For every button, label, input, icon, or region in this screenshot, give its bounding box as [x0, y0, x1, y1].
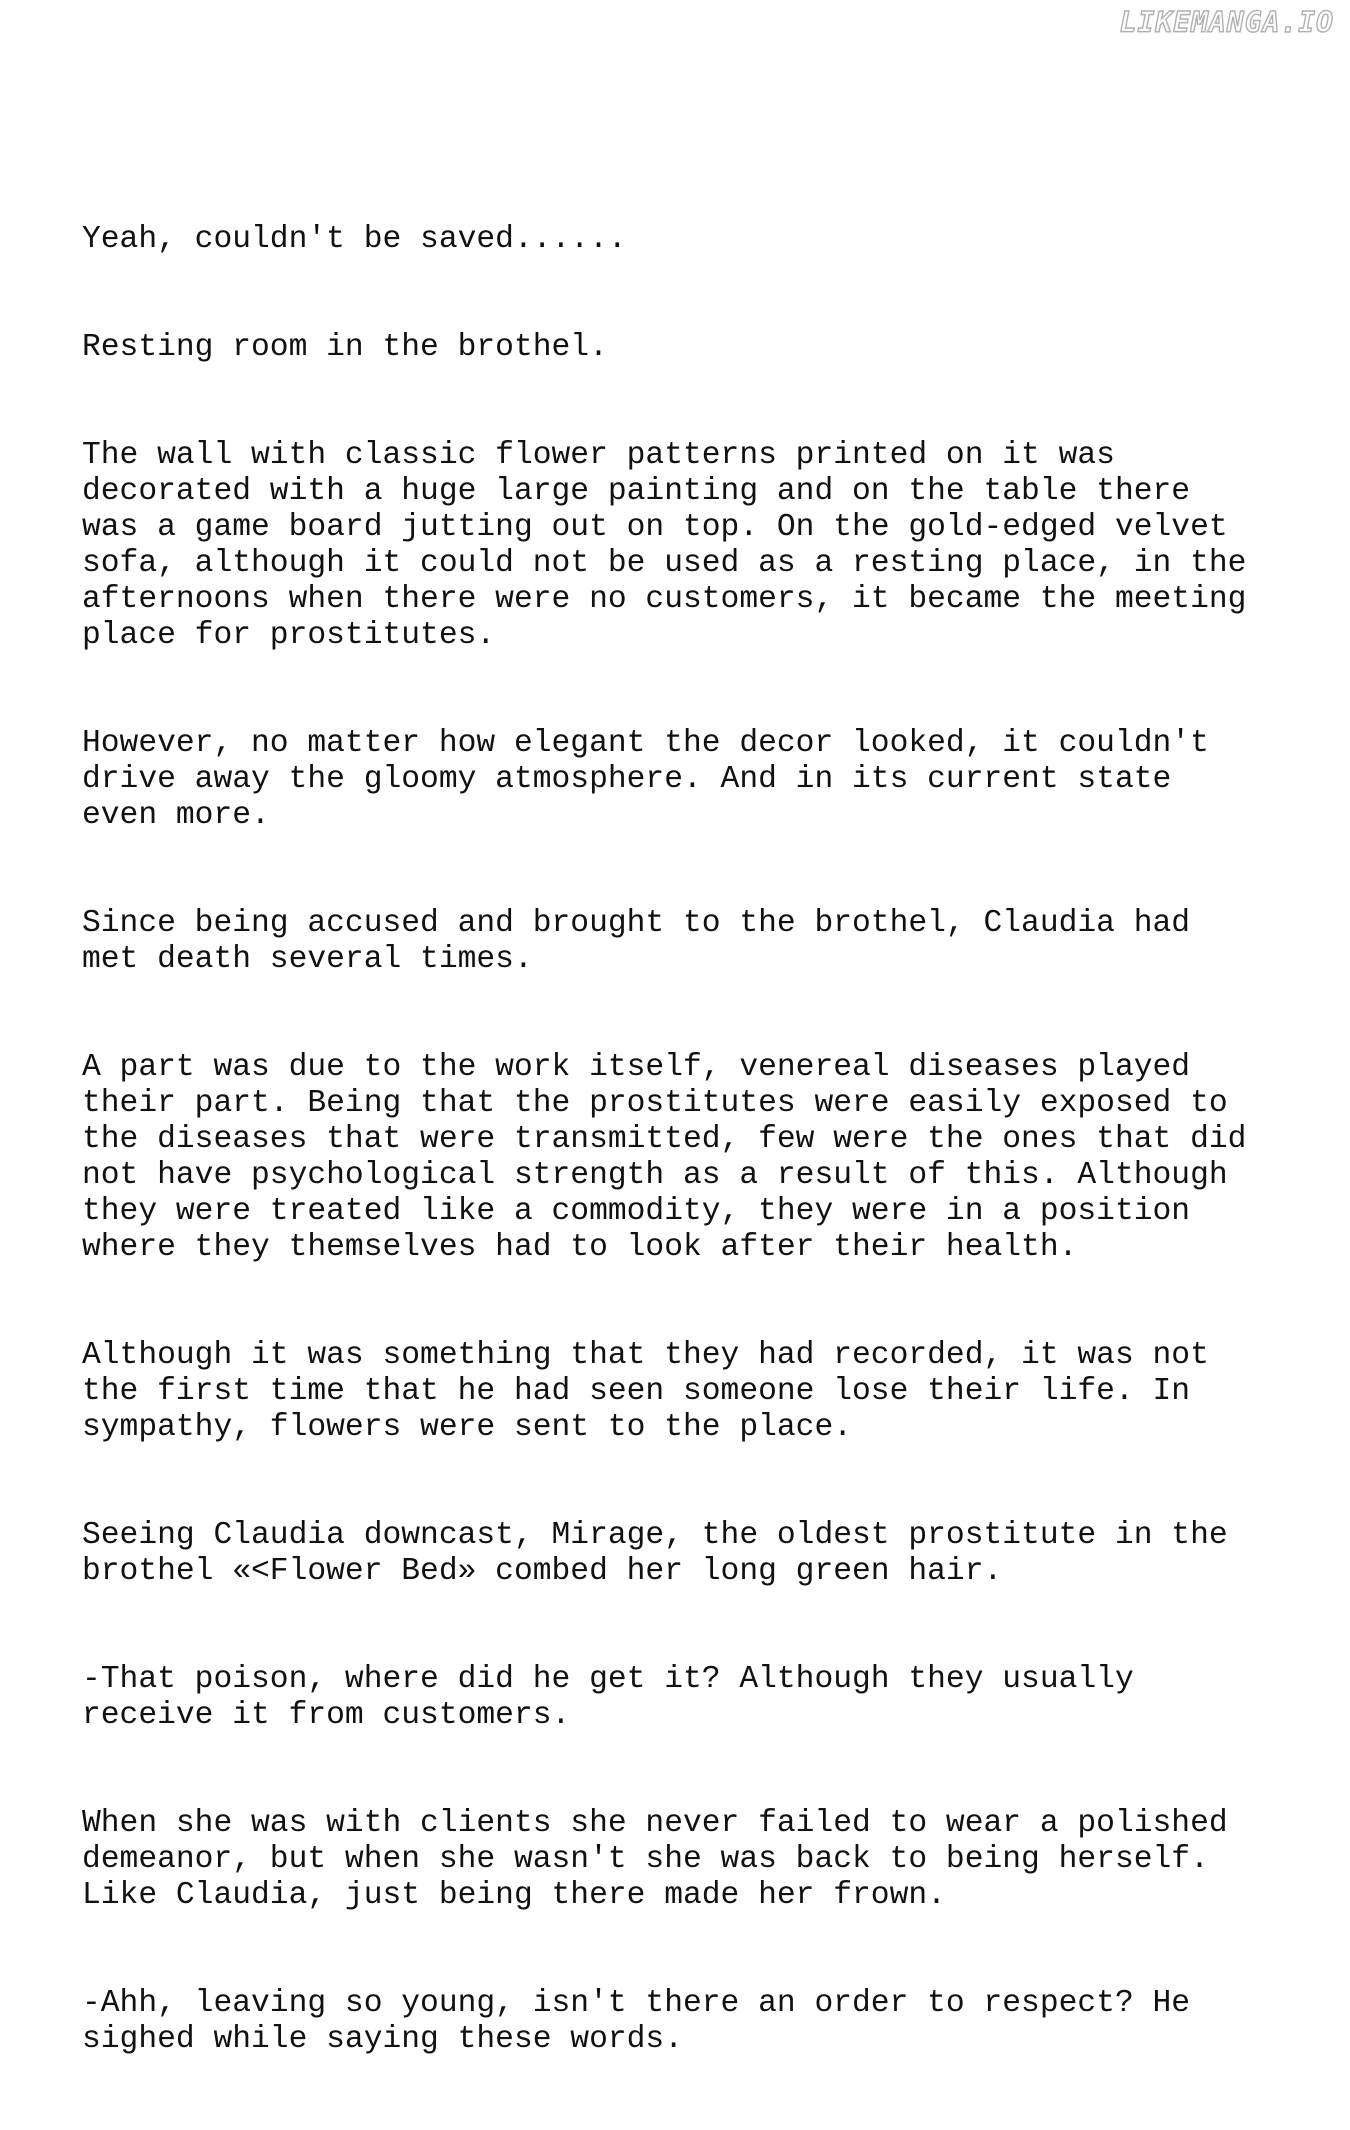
paragraph: -Ahh, leaving so young, isn't there an order to respect? He sighed while saying these words.	[82, 1986, 1191, 2057]
paragraph: Although it was something that they had recorded, it was not the first time that he had seen someone lose their life. In sympathy, flowers were sent to the place.	[82, 1338, 1209, 1445]
paragraph: When she was with clients she never failed to wear a polished demeanor, but when she wasn't she was back to being herself. Like Claudia, just being there made her frown.	[82, 1806, 1228, 1913]
paragraph: A part was due to the work itself, venereal diseases played their part. Being that the prostitutes were easily exposed to the diseases that were transmitted, few were the ones that did not have psychological strength as a result of this. Although they were treated like a commodity, they were in a position where they themselves had to look after their health.	[82, 1050, 1247, 1265]
paragraph: Resting room in the brothel.	[82, 330, 608, 365]
paragraph: -That poison, where did he get it? Although they usually receive it from customers.	[82, 1662, 1134, 1733]
paragraph: Since being accused and brought to the brothel, Claudia had met death several times.	[82, 906, 1191, 977]
paragraph: However, no matter how elegant the decor looked, it couldn't drive away the gloomy atmosphere. And in its current state even more.	[82, 726, 1209, 833]
watermark: LIKEMANGA.IO	[1119, 6, 1334, 39]
paragraph: Yeah, couldn't be saved......	[82, 222, 627, 257]
paragraph: Seeing Claudia downcast, Mirage, the oldest prostitute in the brothel «<Flower Bed» combed her long green hair.	[82, 1518, 1228, 1589]
paragraph: The wall with classic flower patterns printed on it was decorated with a huge large painting and on the table there was a game board jutting out on top. On the gold-edged velvet sofa, although it could not be used as a resting place, in the afternoons when there were no customers, it became the meeting place for prostitutes.	[82, 438, 1247, 653]
page-body	[82, 186, 1302, 2130]
